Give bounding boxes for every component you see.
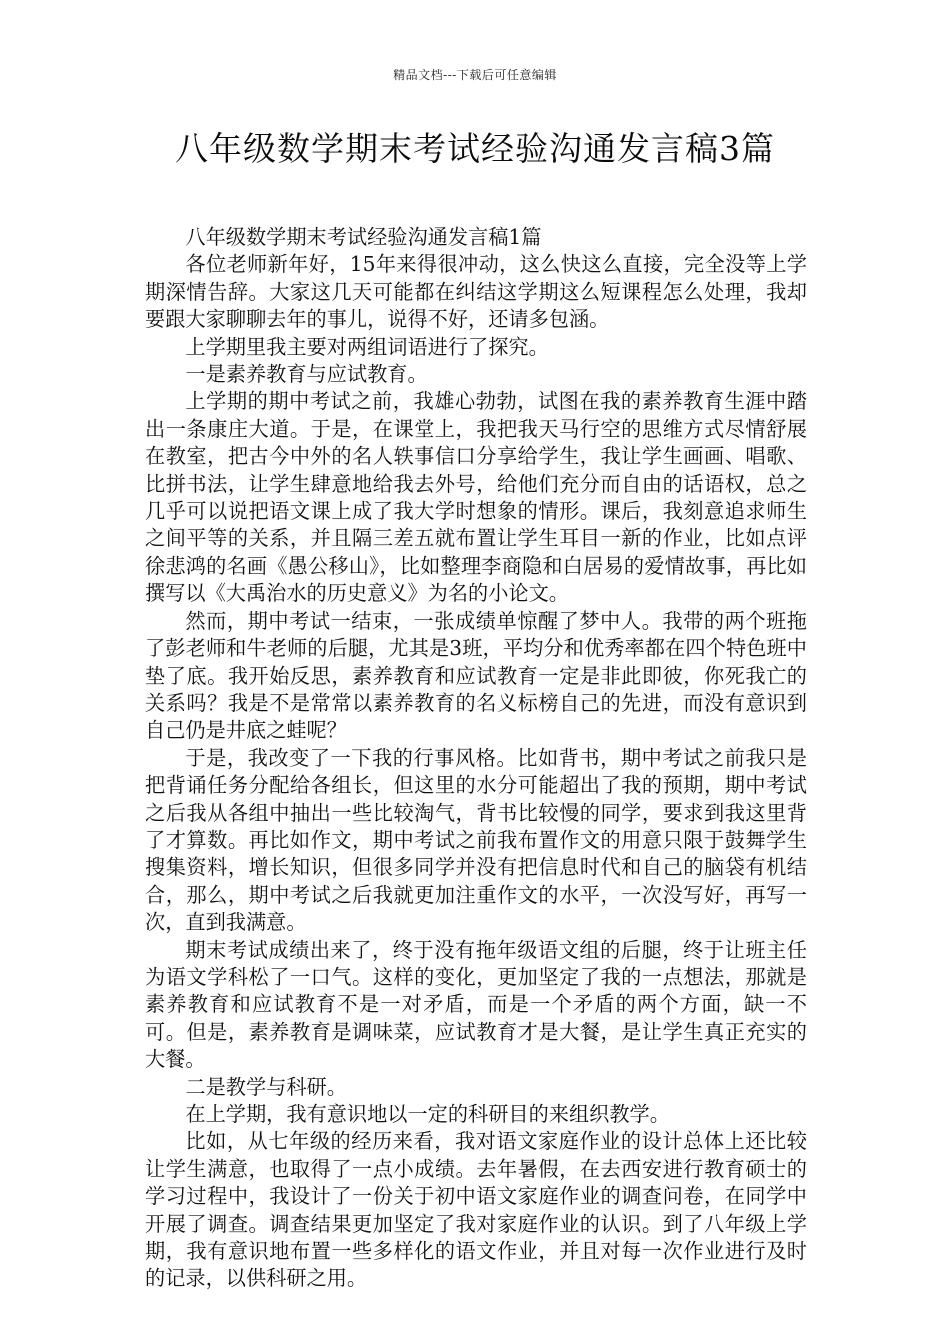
header-note: 精品文档---下载后可任意编辑	[393, 68, 557, 82]
section-heading: 二是教学与科研。	[185, 1074, 347, 1099]
paragraph: 于是，我改变了一下我的行事风格。比如背书，期中考试之前我只是把背诵任务分配给各组长，但这里的水分可能超出了我的预期，期中考试之后我从各组中抽出一些比较淘气，背书比较慢的同学，要求到我这里背了才算数。再比如作文，期中考试之前我布置作文的用意只限于鼓舞学生搜集资料，增长知识，但很多同学并没有把信息时代和自己的脑袋有机结合，那么，期中考试之后我就更加注重作文的水平，一次没写好，再写一次，直到我满意。	[145, 745, 807, 935]
paragraph: 各位老师新年好，15年来得很冲动，这么快这么直接，完全没等上学期深情告辞。大家这几天可能都在纠结这学期这么短课程怎么处理，我却要跟大家聊聊去年的事儿，说得不好，还请多包涵。	[145, 252, 807, 332]
section-heading: 一是素养教育与应试教育。	[185, 362, 428, 387]
paragraph: 比如，从七年级的经历来看，我对语文家庭作业的设计总体上还比较让学生满意，也取得了一点小成绩。去年暑假，在去西安进行教育硕士的学习过程中，我设计了一份关于初中语文家庭作业的调查问卷，在同学中开展了调查。调查结果更加坚定了我对家庭作业的认识。到了八年级上学期，我有意识地布置一些多样化的语文作业，并且对每一次作业进行及时的记录，以供科研之用。	[145, 1129, 807, 1291]
document-body	[145, 224, 807, 1293]
document-title: 八年级数学期末考试经验沟通发言稿3篇	[175, 129, 775, 168]
paragraph: 上学期里我主要对两组词语进行了探究。	[185, 334, 549, 359]
paragraph: 期末考试成绩出来了，终于没有拖年级语文组的后腿，终于让班主任为语文学科松了一口气。这样的变化，更加坚定了我的一点想法，那就是素养教育和应试教育不是一对矛盾，而是一个矛盾的两个方面，缺一不可。但是，素养教育是调味菜，应试教育才是大餐，是让学生真正充实的大餐。	[145, 937, 807, 1072]
paragraph: 在上学期，我有意识地以一定的科研目的来组织教学。	[185, 1102, 670, 1126]
paragraph: 上学期的期中考试之前，我雄心勃勃，试图在我的素养教育生涯中踏出一条康庄大道。于是，在课堂上，我把我天马行空的思维方式尽情舒展在教室，把古今中外的名人轶事信口分享给学生，我让学生画画、唱歌、比拼书法，让学生肆意地给我去外号，给他们充分而自由的话语权，总之几乎可以说把语文课上成了我大学时想象的情形。课后，我刻意追求师生之间平等的关系，并且隔三差五就布置让学生耳目一新的作业，比如点评徐悲鸿的名画《愚公移山》，比如整理李商隐和白居易的爱情故事，再比如撰写以《大禹治水的历史意义》为名的小论文。	[145, 389, 807, 606]
paragraph-subtitle: 八年级数学期末考试经验沟通发言稿1篇	[185, 225, 542, 249]
paragraph: 然而，期中考试一结束，一张成绩单惊醒了梦中人。我带的两个班拖了彭老师和牛老师的后腿，尤其是3班，平均分和优秀率都在四个特色班中垫了底。我开始反思，素养教育和应试教育一定是非此即彼，你死我亡的关系吗？我是不是常常以素养教育的名义标榜自己的先进，而没有意识到自己仍是井底之蛙呢？	[145, 608, 807, 743]
